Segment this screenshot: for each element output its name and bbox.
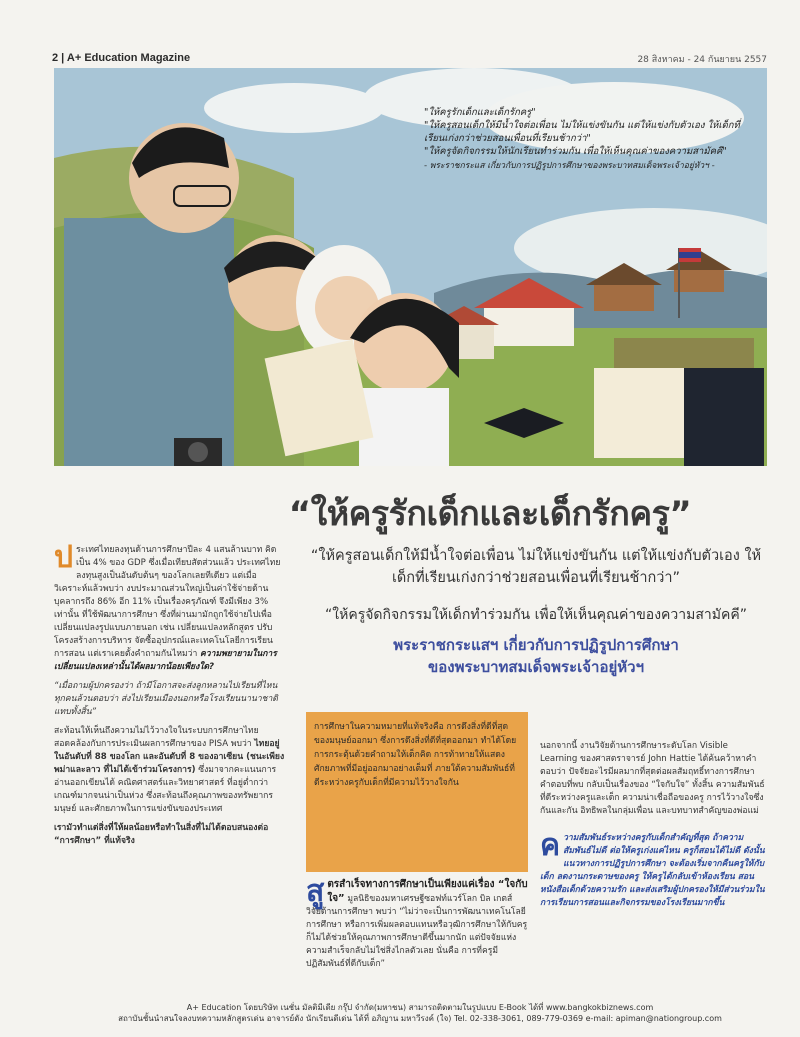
column-2 [306, 874, 528, 971]
col3b-body: วามสัมพันธ์ระหว่างครูกับเด็กสำคัญที่สุด ถ้าความสัมพันธ์ไม่ดี ต่อให้ครูเก่งแค่ไหน ครูก็สอนได้ไม่ดี ดังนั้น แนวทางการปฏิรูปการศึกษา จะต้องเริ่มจากคืนครูให้กับเด็ก ลดงานกระดาษของครู ให้ครูได้กลับเข้าห้องเรียน สอนหนังสือเด็กด้วยความรัก และส่งเสริมผู้ปกครองให้มีส่วนร่วมในการเรียนการสอนและกิจกรรมของโรงเรียนมากขึ้น [540, 833, 765, 908]
col1-paragraph-3 [54, 725, 286, 816]
issue-date: 28 สิงหาคม - 24 กันยายน 2557 [637, 55, 767, 65]
col1-p4-text: เรามัวทำแต่สิ่งที่ให้ผลน้อยหรือทำในสิ่งที่ไม่ได้ตอบสนองต่อ “การศึกษา” ที่แท้จริง [54, 823, 269, 846]
footer-line-1: A+ Education โดยบริษัท เนชั่น มัลติมีเดีย กรุ๊ป จำกัด(มหาชน) สามารถติดตามในรูปแบบ E-Book ได้ที่ www.bangkokbiznews.com [186, 1003, 654, 1012]
col1-p1-text: ระเทศไทยลงทุนด้านการศึกษาปีละ 4 แสนล้านบาท คิดเป็น 4% ของ GDP ซึ่งเมื่อเทียบสัดส่วนแล้ว ประเทศไทยลงทุนสูงเป็นอันดับต้นๆ ของโลกเลยทีเดียว แต่เมื่อวิเคราะห์แล้วพบว่า งบประมาณส่วนใหญ่เป็นค่าใช้จ่ายด้านบุคลากรถึง 86% อีก 11% เป็นเรื่องครุภัณฑ์ จึงมีเพียง 3% เท่านั้น ที่ใช้พัฒนาการศึกษา ซึ่งที่ผ่านมามักถูกใช้จ่ายไปเพื่อเปลี่ยนแปลงรูปแบบภายนอก เช่น เปลี่ยนแปลงหลักสูตร ปรับโครงสร้างการบริหาร จัดซื้ออุปกรณ์และเทคโนโลยีการเรียนการสอน แต่เราเคยตั้งคำถามกันไหมว่า [54, 545, 281, 659]
col2-body: มูลนิธิของมหาเศรษฐีซอฟท์แวร์โลก บิล เกตส์ วิจัยด้านการศึกษา พบว่า “ไม่ว่าจะเป็นการพัฒนาเทคโนโลยีการศึกษา หรือการเพิ่มผลตอบแทนหรือวุฒิการศึกษาให้กับครู ก็ไม่ได้ช่วยให้คุณภาพการศึกษาดีขึ้นมากนัก แต่ปัจจัยแห่งความสำเร็จกลับไม่ใช่สิ่งไกลตัวเลย นั่นคือ การที่ครูมีปฏิสัมพันธ์ที่ดีกับเด็ก” [306, 894, 528, 969]
dropcap-3: ค [540, 828, 561, 863]
illustration-quote-line3: "ให้ครูจัดกิจกรรมให้นักเรียนทำร่วมกัน เพื่อให้เห็นคุณค่าของความสามัคคี" [424, 146, 727, 157]
col1-paragraph-1 [54, 540, 286, 674]
royal-remarks-title [306, 634, 766, 678]
illustration-quote-attribution: - พระราชกระแส เกี่ยวกับการปฏิรูปการศึกษาของพระบาทสมเด็จพระเจ้าอยู่หัวฯ - [424, 161, 715, 171]
column-3-bottom [540, 828, 766, 910]
article-headline: “ให้ครูรักเด็กและเด็กรักครู” [288, 494, 692, 534]
subhead-quote-2: “ให้ครูจัดกิจกรรมให้เด็กทำร่วมกัน เพื่อให้เห็นคุณค่าของความสามัคคี” [325, 607, 747, 623]
col1-p3a-text: สะท้อนให้เห็นถึงความไม่ไว้วางใจในระบบการศึกษาไทย สอดคล้องกับการประเมินผลการศึกษาของ PISA พบว่า [54, 726, 259, 749]
footer-line-2: สถาบันชั้นนำสนใจลงบทความหลักสูตรเด่น อาจารย์ดัง นักเรียนดีเด่น ได้ที่ อภิญาน มหาวีรงค์ (ใจ) Tel. 02-338-3061, 089-779-0369 e-mail: apiman@nationgroup.com [118, 1014, 722, 1023]
col2-lead: ตรสำเร็จทางการศึกษาเป็นเพียงแค่เรื่อง “ใจกับใจ” [327, 879, 528, 904]
column-1 [54, 540, 286, 854]
magazine-title: 2 | A+ Education Magazine [52, 52, 191, 64]
royal-remarks-line2: ของพระบาทสมเด็จพระเจ้าอยู่หัวฯ [428, 658, 644, 676]
subhead-quote-1: “ให้ครูสอนเด็กให้มีน้ำใจต่อเพื่อน ไม่ให้แข่งขันกัน แต่ให้แข่งกับตัวเอง ให้เด็กที่เรียนเก่งกว่าช่วยสอนเพื่อนที่เรียนช้ากว่า” [310, 548, 762, 586]
page-header [52, 52, 767, 68]
illustration-quote-line1: "ให้ครูรักเด็กและเด็กรักครู" [424, 107, 536, 118]
dropcap-2: สู [306, 874, 325, 909]
illustration-quote [424, 106, 744, 173]
col1-paragraph-2 [54, 680, 286, 719]
page-footer [70, 1002, 770, 1024]
dropcap-1: ป [54, 540, 74, 575]
royal-remarks-line1: พระราชกระแสฯ เกี่ยวกับการปฏิรูปการศึกษา [393, 636, 679, 654]
col1-paragraph-4 [54, 822, 286, 848]
col1-p3-bold: ไทยอยู่ในอันดับที่ 88 ของโลก และอันดับที่ 8 ของอาเซียน (ชนะเพียงพม่าและลาว ที่ไม่ได้เข้าร่วมโครงการ) [54, 739, 285, 775]
col1-p2-text: “เมื่อถามผู้ปกครองว่า ถ้ามีโอกาสจะส่งลูกหลานไปเรียนที่ไหน ทุกคนล้วนตอบว่า ส่งไปเรียนเมืองนอกหรือโรงเรียนนานาชาติแทบทั้งสิ้น” [54, 681, 278, 717]
illustration-quote-line2: "ให้ครูสอนเด็กให้มีน้ำใจต่อเพื่อน ไม่ให้แข่งขันกัน แต่ให้แข่งกับตัวเอง ให้เด็กที่เรียนเก่งกว่าช่วยสอนเพื่อนที่เรียนช้ากว่า" [424, 120, 740, 144]
pull-quote-box: การศึกษาในความหมายที่แท้จริงคือ การดึงสิ่งที่ดีที่สุดของมนุษย์ออกมา ซึ่งการดึงสิ่งที่ดีที่สุดออกมา ทำได้โดย การกระตุ้นด้วยคำถามให้เด็กคิด การท้าทายให้แสดงศักยภาพที่มีอยู่ออกมาอย่างเต็มที่ ภายใต้ความสัมพันธ์ที่ดีระหว่างครูกับเด็กที่มีความไว้วางใจกัน [306, 712, 528, 872]
col1-p1-bold: ความพยายามในการเปลี่ยนแปลงเหล่านั้นได้ผลมากน้อยเพียงใด? [54, 649, 277, 672]
col1-p3b-text: ซึ่งมาจากคะแนนการอ่านออกเขียนได้ คณิตศาสตร์และวิทยาศาสตร์ ที่อยู่ต่ำกว่าเกณฑ์มากจนน่าเป็นห่วง ซึ่งสะท้อนถึงคุณภาพของทรัพยากรมนุษย์ และศักยภาพในการแข่งขันของประเทศ [54, 765, 277, 814]
column-3-top: นอกจากนี้ งานวิจัยด้านการศึกษาระดับโลก Visible Learning ของศาสตราจารย์ John Hattie ได้ค้นคว้าหาคำตอบว่า ปัจจัยอะไรมีผลมากที่สุดต่อผลสัมฤทธิ์ทางการศึกษา คำตอบที่พบ กลับเป็นเรื่องของ “ใจกับใจ” ทั้งสิ้น ความสัมพันธ์ที่ดีระหว่างครูและเด็ก ความน่าเชื่อถือของครู การไว้วางใจซึ่งกันและกัน อิทธิพลในกลุ่มเพื่อน และบทบาทสำคัญของพ่อแม่ [540, 741, 765, 816]
